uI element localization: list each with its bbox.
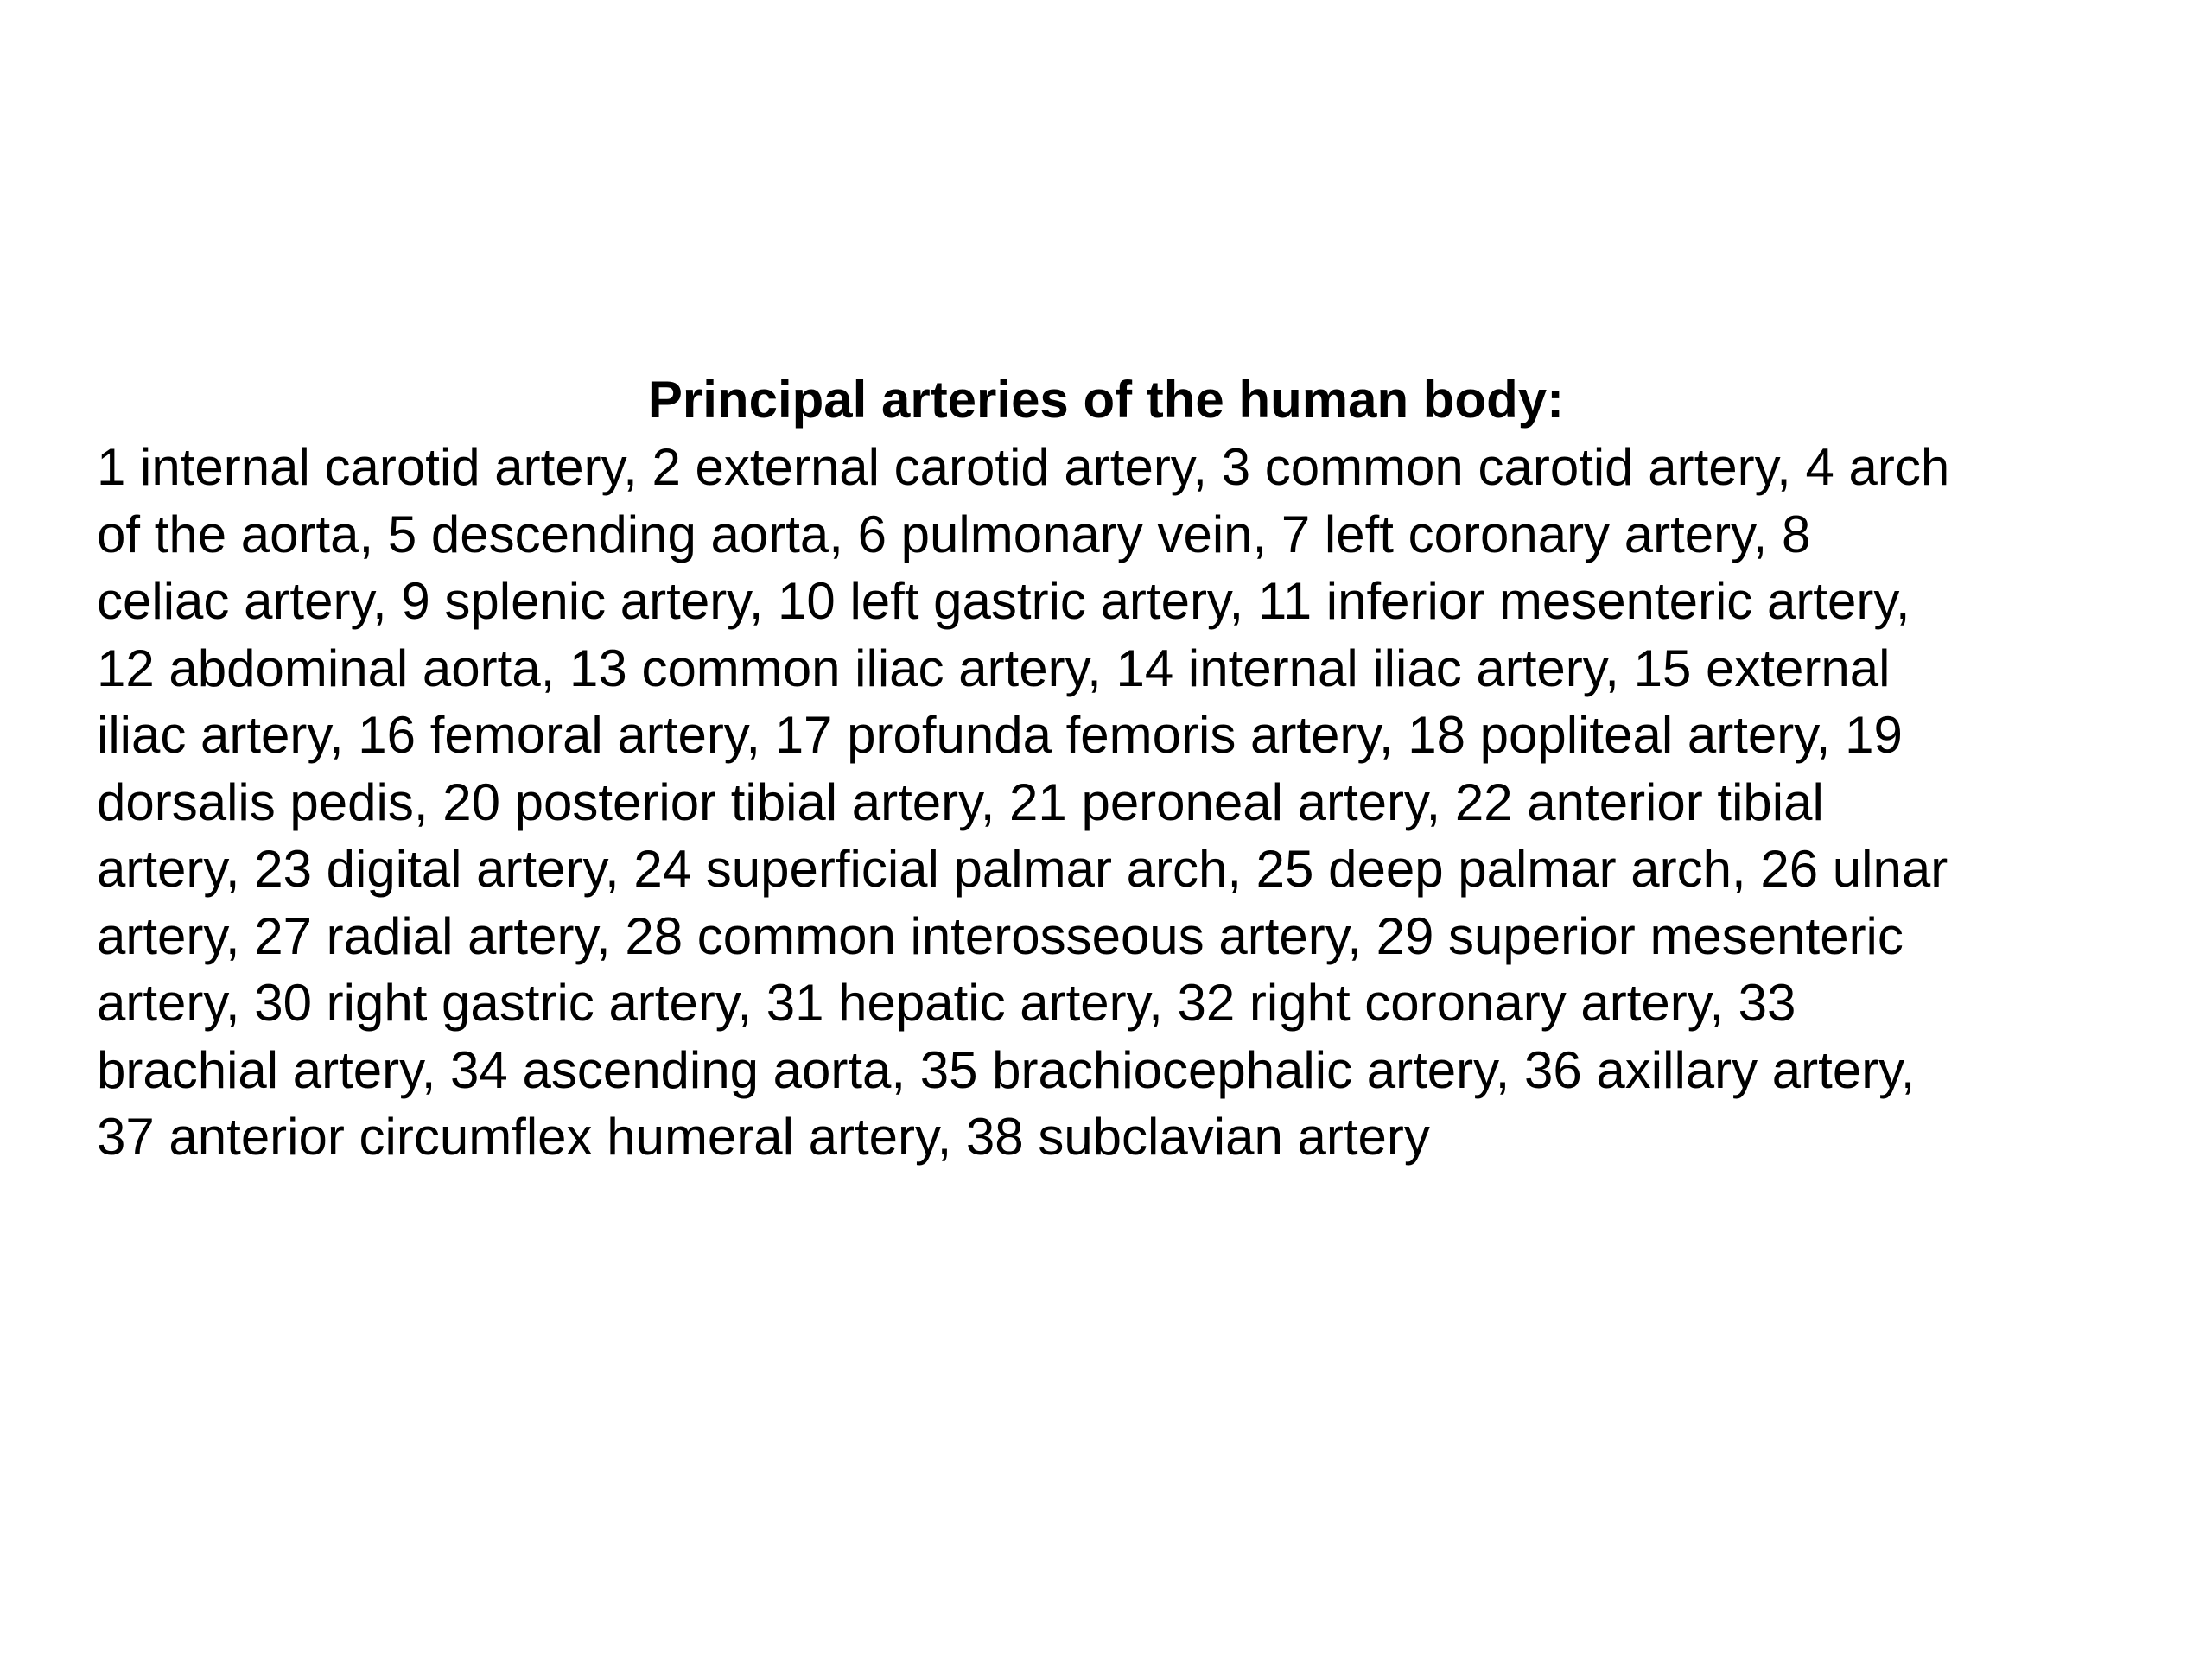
text-line: artery, 23 digital artery, 24 superficial palmar arch, 25 deep palmar arch, 26 ulnar xyxy=(97,840,1948,898)
text-line: artery, 27 radial artery, 28 common interosseous artery, 29 superior mesenteric xyxy=(97,906,1904,965)
text-line: 12 abdominal aorta, 13 common iliac artery, 14 internal iliac artery, 15 external xyxy=(97,639,1891,697)
text-line: 37 anterior circumflex humeral artery, 38 subclavian artery xyxy=(97,1108,1430,1166)
text-line: iliac artery, 16 femoral artery, 17 profunda femoris artery, 18 popliteal artery, 19 xyxy=(97,706,1903,764)
page-title: Principal arteries of the human body: xyxy=(647,371,1565,429)
arteries-list xyxy=(97,434,2115,1171)
arteries-text-block xyxy=(97,366,2115,1171)
text-line: artery, 30 right gastric artery, 31 hepatic artery, 32 right coronary artery, 33 xyxy=(97,974,1796,1032)
text-line: 1 internal carotid artery, 2 external carotid artery, 3 common carotid artery, 4 arch xyxy=(97,438,1950,496)
text-line: celiac artery, 9 splenic artery, 10 left gastric artery, 11 inferior mesenteric artery, xyxy=(97,572,1910,630)
text-line: brachial artery, 34 ascending aorta, 35 brachiocephalic artery, 36 axillary artery, xyxy=(97,1040,1916,1099)
text-line: dorsalis pedis, 20 posterior tibial artery, 21 peroneal artery, 22 anterior tibial xyxy=(97,772,1824,831)
text-line: of the aorta, 5 descending aorta, 6 pulmonary vein, 7 left coronary artery, 8 xyxy=(97,505,1811,563)
